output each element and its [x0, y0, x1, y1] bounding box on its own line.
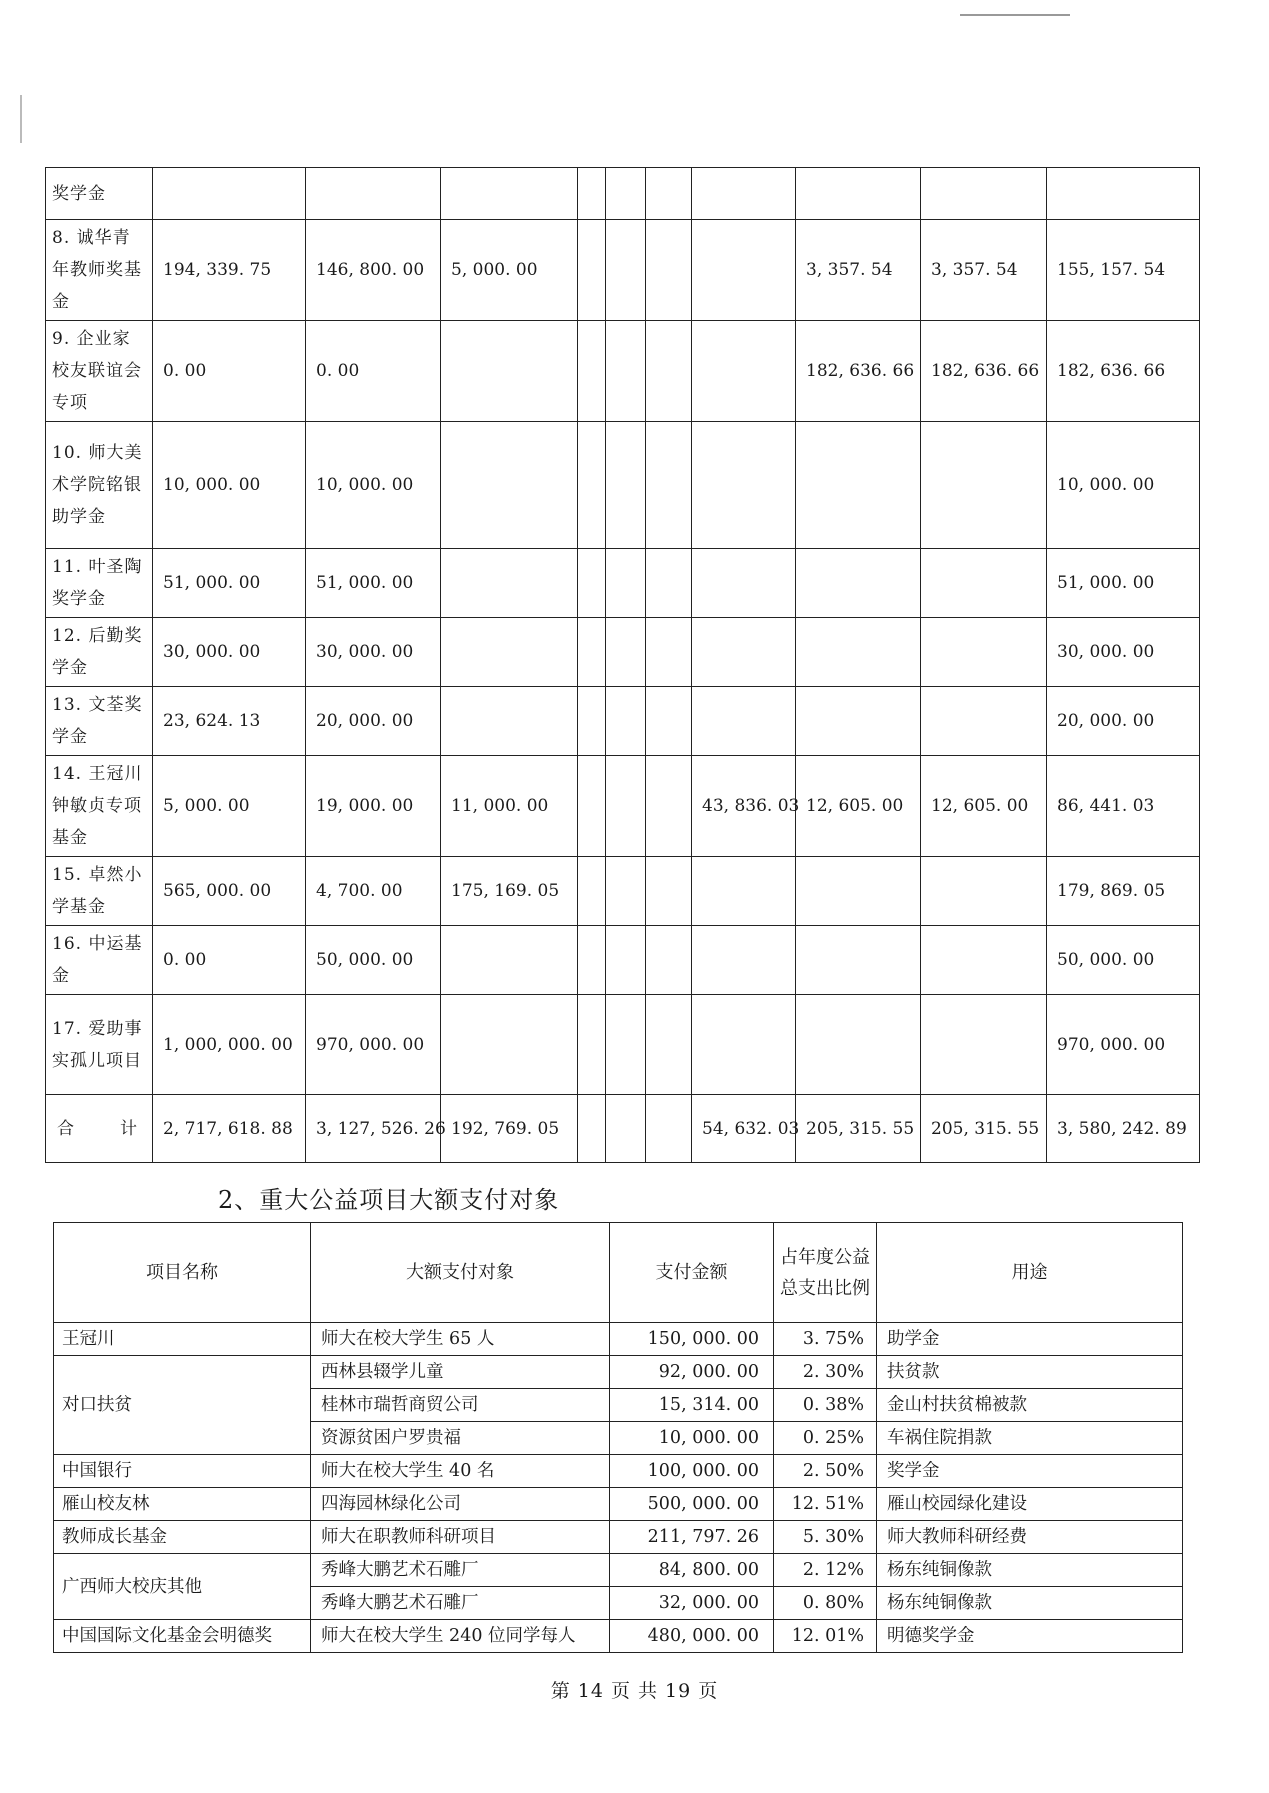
recipient-cell: 秀峰大鹏艺术石雕厂 [311, 1554, 610, 1587]
recipient-cell: 师大在校大学生 240 位同学每人 [311, 1620, 610, 1653]
fund-name-cell: 合 计 [46, 1095, 153, 1163]
fund-value-cell [692, 618, 796, 687]
fund-name-cell: 17. 爱助事实孤儿项目 [46, 995, 153, 1095]
fund-value-cell [441, 618, 578, 687]
fund-row [46, 422, 1200, 549]
fund-name-cell: 12. 后勤奖学金 [46, 618, 153, 687]
fund-name-cell: 11. 叶圣陶奖学金 [46, 549, 153, 618]
fund-value-cell: 970, 000. 00 [306, 995, 441, 1095]
amount-cell: 32, 000. 00 [610, 1587, 774, 1620]
fund-value-cell: 50, 000. 00 [1047, 926, 1200, 995]
fund-value-cell [921, 995, 1047, 1095]
fund-value-cell [692, 995, 796, 1095]
fund-row [46, 549, 1200, 618]
amount-cell: 211, 797. 26 [610, 1521, 774, 1554]
fund-empty-cell [606, 756, 646, 857]
fund-value-cell [921, 422, 1047, 549]
fund-row [46, 857, 1200, 926]
fund-empty-cell [646, 926, 692, 995]
fund-empty-cell [646, 756, 692, 857]
purpose-cell: 杨东纯铜像款 [877, 1554, 1183, 1587]
fund-empty-cell [646, 321, 692, 422]
fund-empty-cell [606, 549, 646, 618]
fund-empty-cell [606, 1095, 646, 1163]
fund-table-body [46, 168, 1200, 1163]
fund-value-cell [153, 168, 306, 220]
recipient-cell: 西林县辍学儿童 [311, 1356, 610, 1389]
project-name-cell: 广西师大校庆其他 [54, 1554, 311, 1620]
recipient-cell: 资源贫困户罗贵福 [311, 1422, 610, 1455]
fund-value-cell: 5, 000. 00 [441, 220, 578, 321]
purpose-cell: 金山村扶贫棉被款 [877, 1389, 1183, 1422]
fund-value-cell: 19, 000. 00 [306, 756, 441, 857]
purpose-cell: 雁山校园绿化建设 [877, 1488, 1183, 1521]
fund-value-cell: 970, 000. 00 [1047, 995, 1200, 1095]
page-footer: 第 14 页 共 19 页 [550, 1680, 719, 1702]
fund-value-cell [692, 926, 796, 995]
col-header-amount: 支付金额 [610, 1223, 774, 1323]
fund-empty-cell [606, 995, 646, 1095]
fund-name-cell: 10. 师大美术学院铭银助学金 [46, 422, 153, 549]
payment-row [54, 1323, 1183, 1356]
fund-name-cell: 奖学金 [46, 168, 153, 220]
fund-value-cell [441, 549, 578, 618]
fund-value-cell: 205, 315. 55 [796, 1095, 921, 1163]
fund-empty-cell [606, 220, 646, 321]
fund-value-cell: 182, 636. 66 [921, 321, 1047, 422]
fund-empty-cell [606, 687, 646, 756]
payment-row [54, 1356, 1183, 1389]
fund-empty-cell [646, 687, 692, 756]
fund-empty-cell [646, 995, 692, 1095]
ratio-cell: 12. 51% [774, 1488, 877, 1521]
fund-value-cell: 86, 441. 03 [1047, 756, 1200, 857]
fund-row [46, 926, 1200, 995]
section-heading: 2、重大公益项目大额支付对象 [218, 1186, 560, 1214]
fund-value-cell [921, 857, 1047, 926]
fund-value-cell: 51, 000. 00 [153, 549, 306, 618]
fund-row [46, 687, 1200, 756]
fund-value-cell: 2, 717, 618. 88 [153, 1095, 306, 1163]
fund-value-cell: 0. 00 [306, 321, 441, 422]
fund-value-cell: 51, 000. 00 [1047, 549, 1200, 618]
fund-value-cell: 43, 836. 03 [692, 756, 796, 857]
purpose-cell: 扶贫款 [877, 1356, 1183, 1389]
fund-value-cell [921, 687, 1047, 756]
fund-empty-cell [646, 1095, 692, 1163]
fund-empty-cell [578, 995, 606, 1095]
fund-value-cell [796, 618, 921, 687]
recipient-cell: 秀峰大鹏艺术石雕厂 [311, 1587, 610, 1620]
amount-cell: 10, 000. 00 [610, 1422, 774, 1455]
fund-value-cell [692, 687, 796, 756]
fund-value-cell: 20, 000. 00 [306, 687, 441, 756]
fund-value-cell [921, 926, 1047, 995]
project-name-cell: 王冠川 [54, 1323, 311, 1356]
fund-value-cell: 1, 000, 000. 00 [153, 995, 306, 1095]
fund-empty-cell [606, 168, 646, 220]
fund-value-cell [692, 549, 796, 618]
fund-value-cell: 3, 580, 242. 89 [1047, 1095, 1200, 1163]
fund-empty-cell [578, 687, 606, 756]
ratio-cell: 3. 75% [774, 1323, 877, 1356]
fund-value-cell [441, 926, 578, 995]
fund-total-row [46, 1095, 1200, 1163]
fund-value-cell: 54, 632. 03 [692, 1095, 796, 1163]
fund-empty-cell [578, 618, 606, 687]
fund-value-cell [796, 549, 921, 618]
fund-row [46, 995, 1200, 1095]
fund-row [46, 321, 1200, 422]
fund-value-cell: 23, 624. 13 [153, 687, 306, 756]
ratio-cell: 2. 12% [774, 1554, 877, 1587]
fund-value-cell: 205, 315. 55 [921, 1095, 1047, 1163]
recipient-cell: 师大在校大学生 40 名 [311, 1455, 610, 1488]
fund-name-cell: 8. 诚华青年教师奖基金 [46, 220, 153, 321]
fund-value-cell [921, 168, 1047, 220]
ratio-cell: 12. 01% [774, 1620, 877, 1653]
fund-value-cell [796, 926, 921, 995]
ratio-cell: 2. 30% [774, 1356, 877, 1389]
fund-value-cell: 10, 000. 00 [306, 422, 441, 549]
fund-value-cell [796, 168, 921, 220]
project-name-cell: 对口扶贫 [54, 1356, 311, 1455]
fund-empty-cell [646, 549, 692, 618]
fund-empty-cell [606, 422, 646, 549]
ratio-cell: 2. 50% [774, 1455, 877, 1488]
col-header-purpose: 用途 [877, 1223, 1183, 1323]
fund-value-cell [441, 422, 578, 549]
fund-value-cell [796, 995, 921, 1095]
fund-row [46, 168, 1200, 220]
purpose-cell: 杨东纯铜像款 [877, 1587, 1183, 1620]
fund-value-cell [1047, 168, 1200, 220]
fund-value-cell [441, 995, 578, 1095]
payment-row [54, 1488, 1183, 1521]
fund-empty-cell [606, 857, 646, 926]
fund-value-cell: 175, 169. 05 [441, 857, 578, 926]
fund-value-cell: 3, 357. 54 [921, 220, 1047, 321]
recipient-cell: 师大在校大学生 65 人 [311, 1323, 610, 1356]
fund-value-cell [692, 321, 796, 422]
fund-empty-cell [578, 857, 606, 926]
fund-value-cell: 194, 339. 75 [153, 220, 306, 321]
fund-value-cell [441, 168, 578, 220]
fund-name-cell: 9. 企业家校友联谊会专项 [46, 321, 153, 422]
fund-value-cell: 182, 636. 66 [1047, 321, 1200, 422]
fund-empty-cell [578, 756, 606, 857]
fund-value-cell: 51, 000. 00 [306, 549, 441, 618]
fund-row [46, 756, 1200, 857]
fund-name-cell: 16. 中运基金 [46, 926, 153, 995]
fund-empty-cell [578, 549, 606, 618]
fund-value-cell [692, 422, 796, 549]
fund-value-cell [796, 422, 921, 549]
amount-cell: 100, 000. 00 [610, 1455, 774, 1488]
fund-value-cell: 30, 000. 00 [153, 618, 306, 687]
payment-row [54, 1521, 1183, 1554]
recipient-cell: 师大在职教师科研项目 [311, 1521, 610, 1554]
fund-value-cell: 10, 000. 00 [1047, 422, 1200, 549]
fund-value-cell [692, 220, 796, 321]
fund-value-cell [796, 857, 921, 926]
fund-name-cell: 14. 王冠川钟敏贞专项基金 [46, 756, 153, 857]
fund-empty-cell [646, 618, 692, 687]
payment-table [53, 1222, 1183, 1653]
amount-cell: 150, 000. 00 [610, 1323, 774, 1356]
fund-value-cell: 155, 157. 54 [1047, 220, 1200, 321]
recipient-cell: 桂林市瑞哲商贸公司 [311, 1389, 610, 1422]
payment-table-body [54, 1323, 1183, 1653]
fund-value-cell: 565, 000. 00 [153, 857, 306, 926]
fund-value-cell [796, 687, 921, 756]
fund-value-cell: 3, 127, 526. 26 [306, 1095, 441, 1163]
col-header-recipient: 大额支付对象 [311, 1223, 610, 1323]
payment-row [54, 1455, 1183, 1488]
purpose-cell: 助学金 [877, 1323, 1183, 1356]
fund-empty-cell [578, 926, 606, 995]
project-name-cell: 教师成长基金 [54, 1521, 311, 1554]
recipient-cell: 四海园林绿化公司 [311, 1488, 610, 1521]
fund-empty-cell [646, 422, 692, 549]
fund-empty-cell [606, 618, 646, 687]
col-header-ratio: 占年度公益总支出比例 [774, 1223, 877, 1323]
purpose-cell: 明德奖学金 [877, 1620, 1183, 1653]
fund-empty-cell [578, 1095, 606, 1163]
fund-value-cell: 0. 00 [153, 926, 306, 995]
fund-value-cell [441, 687, 578, 756]
scan-mark-left [20, 95, 22, 143]
amount-cell: 15, 314. 00 [610, 1389, 774, 1422]
amount-cell: 84, 800. 00 [610, 1554, 774, 1587]
col-header-project: 项目名称 [54, 1223, 311, 1323]
purpose-cell: 奖学金 [877, 1455, 1183, 1488]
fund-value-cell [692, 168, 796, 220]
fund-value-cell: 4, 700. 00 [306, 857, 441, 926]
fund-value-cell [921, 549, 1047, 618]
fund-value-cell: 3, 357. 54 [796, 220, 921, 321]
project-name-cell: 中国国际文化基金会明德奖 [54, 1620, 311, 1653]
fund-value-cell: 179, 869. 05 [1047, 857, 1200, 926]
payment-row [54, 1620, 1183, 1653]
fund-value-cell: 12, 605. 00 [921, 756, 1047, 857]
scan-mark-top [960, 14, 1070, 16]
amount-cell: 500, 000. 00 [610, 1488, 774, 1521]
fund-value-cell: 182, 636. 66 [796, 321, 921, 422]
fund-empty-cell [578, 422, 606, 549]
ratio-cell: 0. 25% [774, 1422, 877, 1455]
fund-empty-cell [606, 926, 646, 995]
fund-value-cell: 30, 000. 00 [1047, 618, 1200, 687]
purpose-cell: 车祸住院捐款 [877, 1422, 1183, 1455]
project-name-cell: 中国银行 [54, 1455, 311, 1488]
fund-empty-cell [578, 168, 606, 220]
fund-empty-cell [646, 168, 692, 220]
fund-value-cell: 50, 000. 00 [306, 926, 441, 995]
fund-empty-cell [606, 321, 646, 422]
amount-cell: 92, 000. 00 [610, 1356, 774, 1389]
project-name-cell: 雁山校友林 [54, 1488, 311, 1521]
fund-value-cell: 20, 000. 00 [1047, 687, 1200, 756]
fund-empty-cell [646, 857, 692, 926]
fund-value-cell: 10, 000. 00 [153, 422, 306, 549]
ratio-cell: 0. 38% [774, 1389, 877, 1422]
fund-value-cell: 30, 000. 00 [306, 618, 441, 687]
fund-value-cell: 0. 00 [153, 321, 306, 422]
purpose-cell: 师大教师科研经费 [877, 1521, 1183, 1554]
ratio-cell: 5. 30% [774, 1521, 877, 1554]
fund-name-cell: 13. 文荃奖学金 [46, 687, 153, 756]
fund-empty-cell [578, 220, 606, 321]
fund-value-cell [306, 168, 441, 220]
fund-value-cell: 146, 800. 00 [306, 220, 441, 321]
amount-cell: 480, 000. 00 [610, 1620, 774, 1653]
fund-value-cell: 5, 000. 00 [153, 756, 306, 857]
fund-value-cell: 11, 000. 00 [441, 756, 578, 857]
fund-value-cell [441, 321, 578, 422]
fund-value-cell [692, 857, 796, 926]
fund-value-cell: 12, 605. 00 [796, 756, 921, 857]
ratio-cell: 0. 80% [774, 1587, 877, 1620]
fund-empty-cell [578, 321, 606, 422]
fund-table [45, 167, 1200, 1163]
fund-empty-cell [646, 220, 692, 321]
fund-row [46, 618, 1200, 687]
payment-row [54, 1554, 1183, 1587]
fund-value-cell [921, 618, 1047, 687]
fund-value-cell: 192, 769. 05 [441, 1095, 578, 1163]
fund-name-cell: 15. 卓然小学基金 [46, 857, 153, 926]
fund-row [46, 220, 1200, 321]
